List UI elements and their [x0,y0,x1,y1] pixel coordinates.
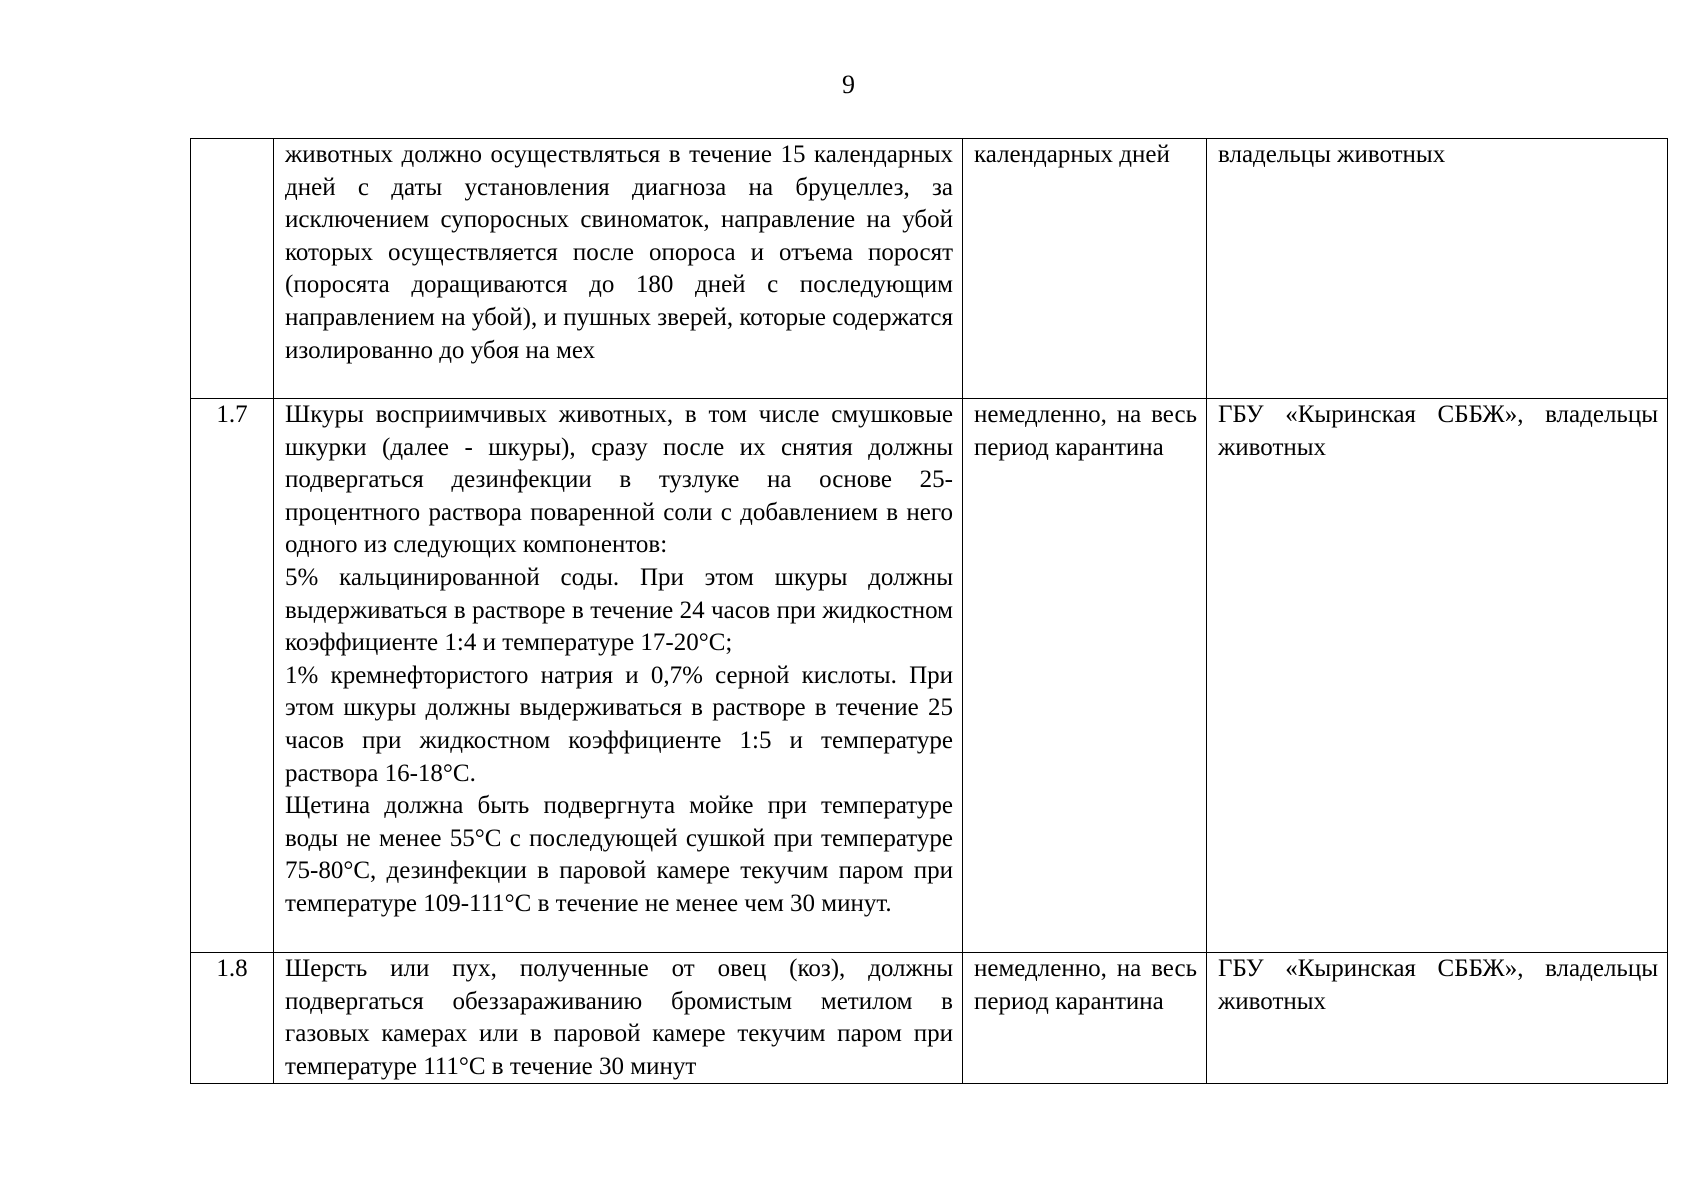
row-number-cell: 1.7 [191,399,274,953]
executor-cell: ГБУ «Кыринская СББЖ», владельцы животных [1207,953,1668,1084]
row-number-cell: 1.8 [191,953,274,1084]
deadline-cell: немедленно, на весь период карантина [963,399,1207,953]
page-number: 9 [842,70,855,99]
executor-cell: ГБУ «Кыринская СББЖ», владельцы животных [1207,399,1668,953]
deadline-cell: немедленно, на весь период карантина [963,953,1207,1084]
measure-text-cell [274,399,963,953]
deadline-cell: календарных дней [963,139,1207,399]
table-row [191,953,1668,1084]
measure-paragraph: 5% кальцинированной соды. При этом шкуры должны выдерживаться в растворе в течение 24 часов при жидкостном коэффициенте 1:4 и температуре 17-20°С; [285,563,953,657]
measure-paragraph: Щетина должна быть подвергнута мойке при температуре воды не менее 55°С с последующей сушкой при температуре 75-80°С, дезинфекции в паровой камере текучим паром при температуре 109-111°С в течение не менее чем 30 минут. [285,792,953,917]
measures-table [190,138,1668,1084]
table-row [191,399,1668,953]
measure-text-cell [274,953,963,1084]
measure-paragraph: Шкуры восприимчивых животных, в том числе смушковые шкурки (далее - шкуры), сразу после их снятия должны подвергаться дезинфекции в тузлуке на основе 25-процентного раствора поваренной соли с добавлением в него одного из следующих компонентов: [285,401,953,559]
executor-cell: владельцы животных [1207,139,1668,399]
table-row [191,139,1668,399]
measure-paragraph: Шерсть или пух, полученные от овец (коз), должны подвергаться обеззараживанию бромистым метилом в газовых камерах или в паровой камере текучим паром при температуре 111°С в течение 30 минут [285,955,953,1080]
measure-text-cell [274,139,963,399]
measure-paragraph: животных должно осуществляться в течение 15 календарных дней с даты установления диагноза на бруцеллез, за исключением супоросных свиноматок, направление на убой которых осуществляется после опороса и отъема поросят (поросята доращиваются до 180 дней с последующим направлением на убой), и пушных зверей, которые содержатся изолированно до убоя на мех [285,141,953,364]
measure-paragraph: 1% кремнефтористого натрия и 0,7% серной кислоты. При этом шкуры должны выдерживаться в растворе в течение 25 часов при жидкостном коэффициенте 1:5 и температуре раствора 16-18°С. [285,661,953,787]
row-number-cell [191,139,274,399]
